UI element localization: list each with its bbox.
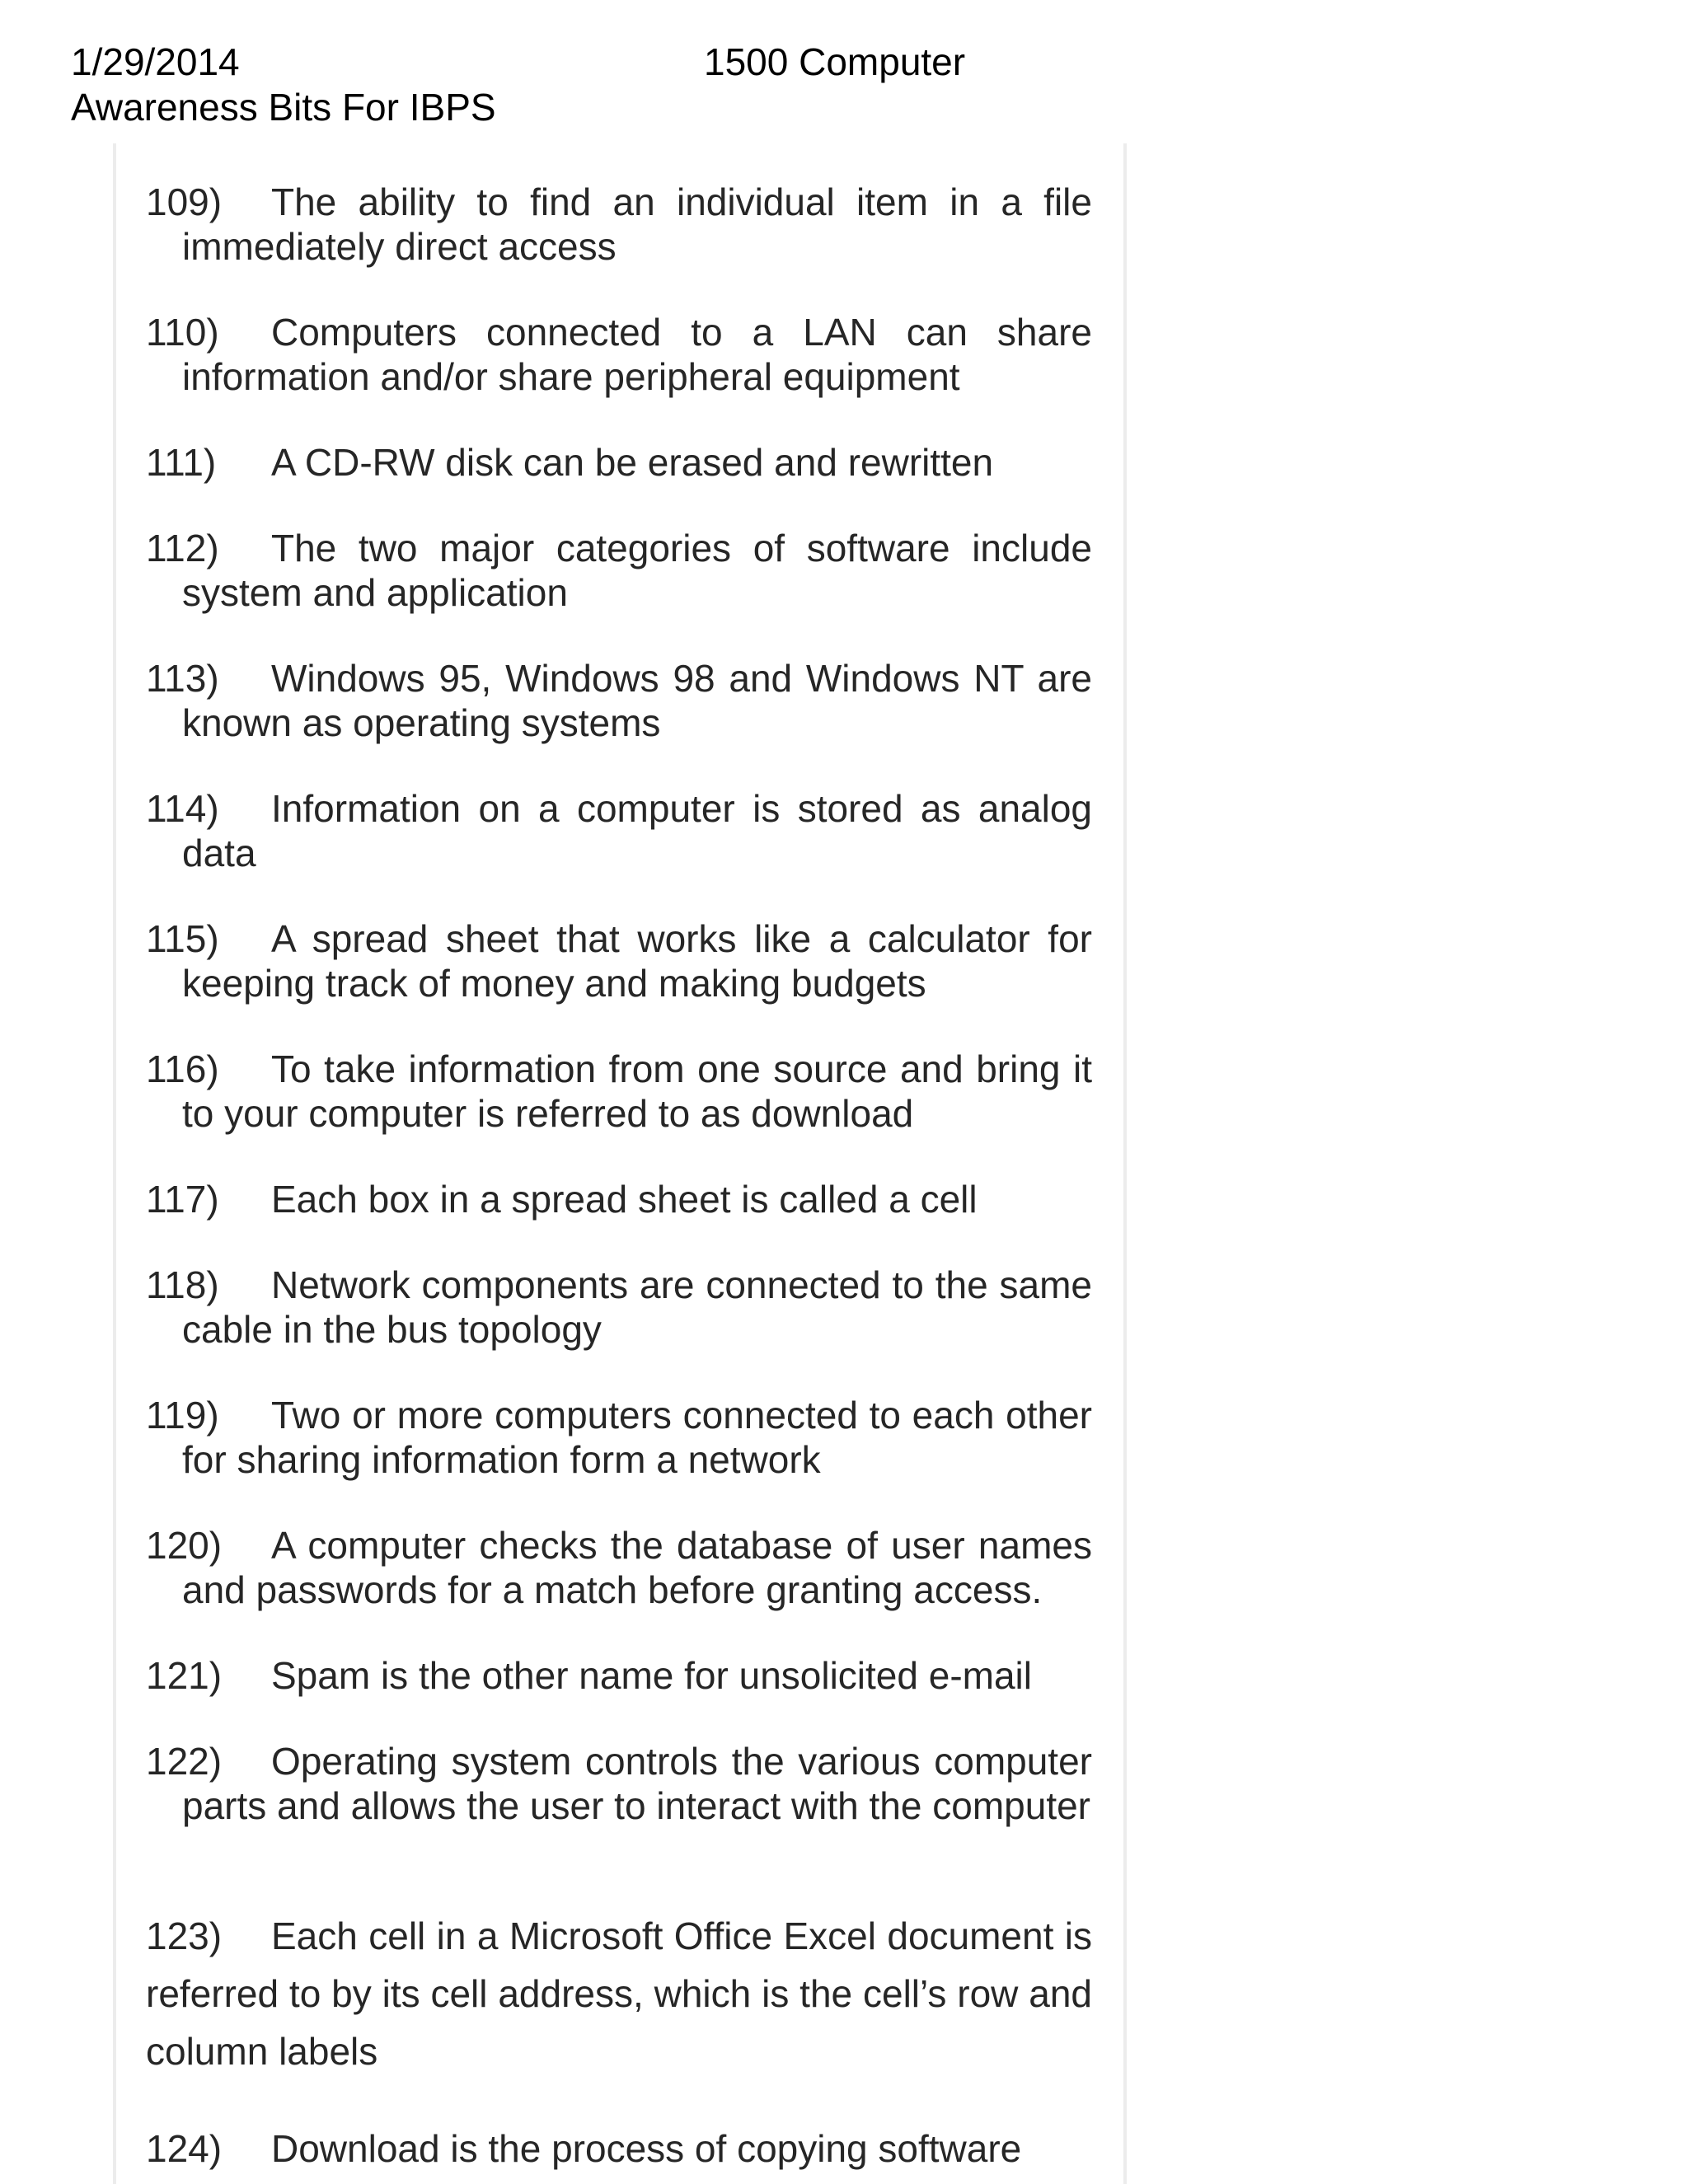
list-item (146, 1739, 1092, 1828)
list-item (146, 786, 1092, 875)
item-text: The ability to find an individual item in a file immediately direct access (182, 180, 1092, 268)
item-text: To take information from one source and bring it to your computer is referred to as download (182, 1047, 1092, 1135)
item-text: Download is the process of copying software (271, 2127, 1022, 2170)
list-item (146, 440, 1092, 485)
list-item (146, 526, 1092, 615)
item-number: 122) (146, 1740, 223, 1783)
item-text: Each box in a spread sheet is called a cell (271, 1178, 978, 1221)
content-column (113, 143, 1127, 2184)
document-title-line2: Awareness Bits For IBPS (71, 86, 496, 129)
item-number: 110) (146, 311, 219, 354)
item-text: A computer checks the database of user names and passwords for a match before granting access. (182, 1524, 1092, 1611)
item-text: A spread sheet that works like a calculator for keeping track of money and making budgets (182, 917, 1092, 1005)
item-number: 117) (146, 1178, 219, 1221)
item-number: 111) (146, 441, 217, 484)
document-title-line1: 1500 Computer (704, 40, 966, 83)
list-item (146, 916, 1092, 1005)
item-text: Spam is the other name for unsolicited e-mail (271, 1654, 1032, 1697)
list-item (146, 1653, 1092, 1698)
item-number: 109) (146, 180, 223, 223)
list-item (146, 1263, 1092, 1352)
item-number: 124) (146, 2127, 223, 2170)
list-item (146, 180, 1092, 269)
list-item (146, 656, 1092, 745)
item-number: 123) (146, 1915, 223, 1957)
item-number: 120) (146, 1524, 223, 1567)
item-text: A CD-RW disk can be erased and rewritten (271, 441, 994, 484)
header-left (71, 40, 496, 130)
document-date: 1/29/2014 (71, 40, 240, 83)
item-number: 115) (146, 917, 219, 960)
list-item (146, 1177, 1092, 1221)
list-item (146, 1523, 1092, 1612)
item-text: Operating system controls the various computer parts and allows the user to interact with the computer (182, 1740, 1092, 1827)
item-text: The two major categories of software include system and application (182, 527, 1092, 614)
item-number: 114) (146, 787, 219, 830)
item-text: Network components are connected to the same cable in the bus topology (182, 1263, 1092, 1351)
item-text: Two or more computers connected to each other for sharing information form a network (182, 1394, 1092, 1481)
item-number: 118) (146, 1263, 219, 1306)
item-text: Information on a computer is stored as analog data (182, 787, 1092, 874)
list-item (146, 310, 1092, 399)
item-text: Computers connected to a LAN can share information and/or share peripheral equipment (182, 311, 1092, 398)
list-item (146, 1047, 1092, 1136)
item-number: 113) (146, 657, 219, 700)
item-number: 121) (146, 1654, 223, 1697)
item-number: 112) (146, 527, 219, 569)
item-number: 119) (146, 1394, 219, 1436)
item-text: Each cell in a Microsoft Office Excel document is referred to by its cell address, which is the cell’s row and column labels (146, 1915, 1092, 2073)
list-item (146, 1907, 1092, 2080)
list-item (146, 1393, 1092, 1482)
item-number: 116) (146, 1047, 219, 1090)
list-item (146, 2126, 1092, 2171)
item-text: Windows 95, Windows 98 and Windows NT are known as operating systems (182, 657, 1092, 744)
